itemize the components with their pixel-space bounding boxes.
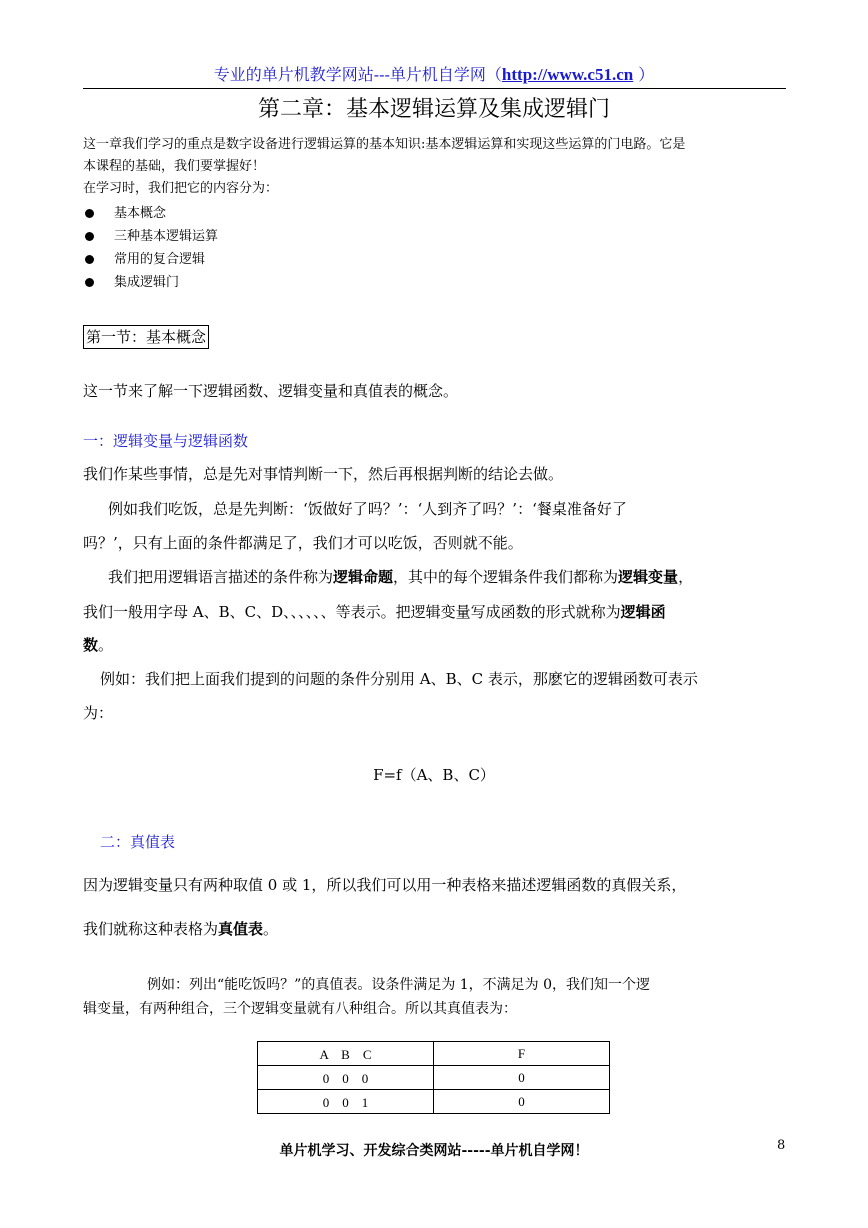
table-cell: 0 0 1 bbox=[258, 1090, 434, 1114]
term-logic-function-part2: 数 bbox=[83, 636, 99, 654]
bullet-icon bbox=[85, 278, 94, 287]
table-cell: 0 0 0 bbox=[258, 1066, 434, 1090]
term-logic-function-part1: 逻辑函 bbox=[620, 603, 666, 621]
sub1-paragraph-2b: 吗？’，只有上面的条件都满足了，我们才可以吃饭，否则就不能。 bbox=[83, 534, 523, 552]
truth-table bbox=[257, 1041, 610, 1114]
sub2-paragraph-3a: 例如：列出“能吃饭吗？”的真值表。设条件满足为 1，不满足为 0，我们知一个逻 bbox=[147, 977, 651, 993]
header-divider bbox=[83, 88, 786, 89]
term-logic-variable: 逻辑变量 bbox=[618, 568, 679, 586]
bullet-icon bbox=[85, 209, 94, 218]
subsection-2-heading: 二：真值表 bbox=[100, 833, 176, 851]
term-logic-proposition: 逻辑命题 bbox=[333, 568, 394, 586]
page-number: 8 bbox=[777, 1138, 786, 1153]
content-bullet-list bbox=[83, 202, 218, 294]
list-item: 三种基本逻辑运算 bbox=[83, 225, 218, 248]
list-item: 集成逻辑门 bbox=[83, 271, 218, 294]
sub1-paragraph-4b: 为： bbox=[83, 704, 114, 722]
table-cell: 0 bbox=[434, 1066, 610, 1090]
sub2-paragraph-3b: 辑变量，有两种组合，三个逻辑变量就有八种组合。所以其真值表为： bbox=[83, 1001, 517, 1017]
section-1-box-label: 第一节：基本概念 bbox=[83, 325, 209, 349]
header-link[interactable]: http://www.c51.cn bbox=[501, 65, 634, 84]
intro-line-3: 在学习时，我们把它的内容分为： bbox=[83, 181, 279, 196]
logic-function-formula: F=f（A、B、C） bbox=[373, 766, 495, 784]
sub2-paragraph-1: 因为逻辑变量只有两种取值 0 或 1，所以我们可以用一种表格来描述逻辑函数的真假关系， bbox=[83, 876, 687, 894]
sub1-paragraph-4a: 例如：我们把上面我们提到的问题的条件分别用 A、B、C 表示，那麽它的逻辑函数可表示 bbox=[100, 670, 698, 688]
sub2-paragraph-2: 我们就称这种表格为真值表。 bbox=[83, 920, 279, 938]
header-prefix: 专业的单片机教学网站---单片机自学网（ bbox=[213, 65, 502, 84]
bullet-icon bbox=[85, 232, 94, 241]
table-header-cell: A B C bbox=[258, 1042, 434, 1066]
table-header-cell: F bbox=[434, 1042, 610, 1066]
section-1-intro: 这一节来了解一下逻辑函数、逻辑变量和真值表的概念。 bbox=[83, 382, 459, 400]
term-truth-table: 真值表 bbox=[218, 920, 264, 938]
sub1-paragraph-3c: 数。 bbox=[83, 636, 114, 654]
bullet-icon bbox=[85, 255, 94, 264]
page-header bbox=[0, 62, 868, 85]
list-item: 常用的复合逻辑 bbox=[83, 248, 218, 271]
page-footer: 单片机学习、开发综合类网站-----单片机自学网！ bbox=[279, 1143, 589, 1159]
sub1-paragraph-3a: 我们把用逻辑语言描述的条件称为逻辑命题，其中的每个逻辑条件我们都称为逻辑变量， bbox=[108, 568, 694, 586]
table-cell: 0 bbox=[434, 1090, 610, 1114]
intro-line-1: 这一章我们学习的重点是数字设备进行逻辑运算的基本知识:基本逻辑运算和实现这些运算的门电路。它是 bbox=[83, 137, 686, 152]
list-item: 基本概念 bbox=[83, 202, 218, 225]
intro-line-2: 本课程的基础，我们要掌握好！ bbox=[83, 159, 266, 174]
table-row bbox=[258, 1090, 610, 1114]
subsection-1-heading: 一：逻辑变量与逻辑函数 bbox=[83, 432, 249, 450]
table-header-row bbox=[258, 1042, 610, 1066]
sub1-paragraph-1: 我们作某些事情，总是先对事情判断一下，然后再根据判断的结论去做。 bbox=[83, 465, 564, 483]
header-suffix: ） bbox=[633, 65, 655, 84]
sub1-paragraph-3b: 我们一般用字母 A、B、C、D、、、、、、等表示。把逻辑变量写成函数的形式就称为逻辑函 bbox=[83, 603, 666, 621]
sub1-paragraph-2a: 例如我们吃饭，总是先判断：‘饭做好了吗？’：‘人到齐了吗？’：‘餐桌准备好了 bbox=[108, 500, 627, 518]
chapter-title: 第二章：基本逻辑运算及集成逻辑门 bbox=[257, 97, 610, 122]
table-row bbox=[258, 1066, 610, 1090]
